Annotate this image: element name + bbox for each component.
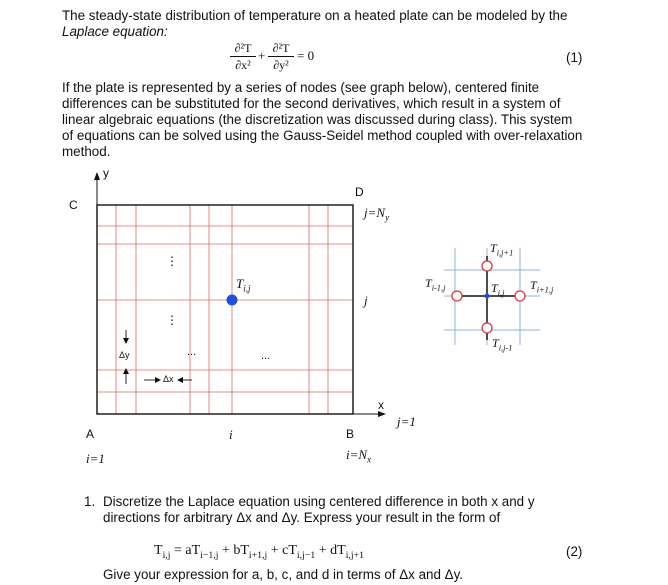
equation-2-number: (2) [566, 544, 583, 559]
i-mid-label: i [229, 427, 233, 442]
stencil-label-bottom: $T_{i,j-1}$ [492, 336, 513, 353]
paragraph-2-line-1: If the plate is represented by a series of nodes (see graph below), centered finite [62, 80, 540, 95]
plate-border [97, 205, 353, 414]
vdots-lower: ⋮ [166, 313, 178, 327]
eq1-term2-numerator: ∂²T [272, 41, 290, 55]
intro-line-1: The steady-state distribution of temperature on a heated plate can be modeled by the [62, 8, 568, 23]
question-1-line-2: directions for arbitrary Δx and Δy. Express your result in the form of [103, 510, 501, 525]
grid-lines [97, 205, 353, 414]
vdots-upper: ⋮ [166, 254, 178, 268]
node-ij-label: $T_{i,j}$ [236, 276, 251, 294]
question-1-number: 1. [84, 494, 96, 509]
corner-d-label: D [355, 185, 364, 199]
stencil-node-center [485, 294, 490, 299]
y-axis-arrow [94, 172, 100, 180]
corner-b-label: B [346, 427, 355, 441]
eq1-term1-numerator: ∂²T [234, 41, 252, 55]
stencil-node-right [515, 291, 525, 301]
stencil-node-top [482, 261, 492, 271]
stencil-label-top: $T_{i,j+1}$ [490, 241, 514, 258]
paragraph-2-line-3: linear algebraic equations (the discretization was discussed during class). This system [62, 112, 573, 127]
stencil-label-center: $T_{i,j}$ [491, 281, 505, 298]
intro-line-2: Laplace equation: [62, 24, 168, 39]
paragraph-2-line-5: method. [62, 144, 111, 159]
j-mid-label: j [364, 293, 368, 308]
eq1-rhs: = 0 [297, 48, 315, 63]
dy-label: Δy [119, 350, 130, 360]
stencil-node-left [452, 291, 462, 301]
j-bottom-label: j=1 [397, 414, 416, 429]
i-left-label: i=1 [86, 451, 105, 466]
equation-1-number: (1) [566, 50, 583, 65]
j-top-label: $j=N_y$ [364, 205, 390, 223]
corner-c-label: C [69, 198, 78, 212]
dx-label: Δx [163, 374, 174, 384]
eq1-term1-denominator: ∂x² [235, 58, 251, 72]
eq1-term2-denominator: ∂y² [273, 58, 289, 72]
x-axis-label: x [378, 398, 384, 412]
i-right-label: $i=N_x$ [346, 447, 372, 465]
paragraph-2-line-4: of equations can be solved using the Gauss-Seidel method coupled with over-relaxation [62, 128, 583, 143]
stencil-node-bottom [482, 323, 492, 333]
question-1-line-3: Give your expression for a, b, c, and d in terms of Δx and Δy. [103, 567, 464, 582]
hdots-left: ... [187, 346, 197, 358]
equation-2: $T_{i,j} = aT_{i-1,j} + bT_{i+1,j} + cT_{i,j-1} + dT_{i,j+1}$ [154, 543, 365, 561]
corner-a-label: A [86, 427, 95, 441]
stencil-label-right: $T_{i+1,j}$ [530, 278, 554, 295]
y-axis-label: y [103, 166, 109, 180]
hdots-right: ... [261, 350, 271, 362]
node-ij-marker [227, 295, 238, 306]
eq1-plus: + [258, 48, 266, 63]
stencil-label-left: $T_{i-1,j}$ [425, 276, 446, 293]
paragraph-2-line-2: differences can be substituted for the second derivatives, which result in a system of [62, 96, 561, 111]
question-1-line-1: Discretize the Laplace equation using centered difference in both x and y [103, 494, 535, 509]
